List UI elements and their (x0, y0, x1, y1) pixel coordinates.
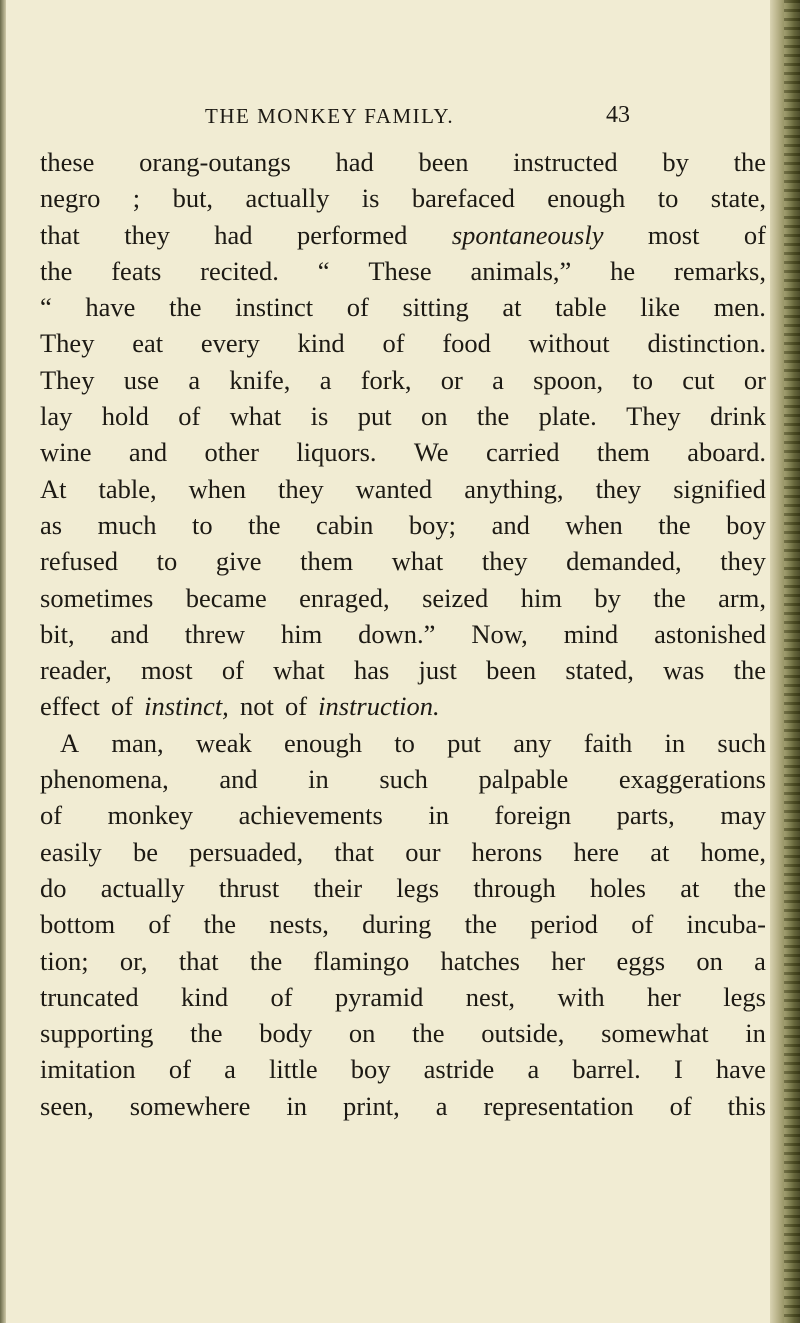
text-line (40, 398, 766, 434)
word: seized (422, 582, 489, 613)
word: of (743, 219, 766, 250)
word: the (203, 909, 237, 940)
word: animals,” (470, 255, 572, 286)
word: nest, (465, 981, 516, 1012)
word: and (491, 509, 530, 540)
word: They (40, 328, 95, 359)
word: in (664, 727, 686, 758)
text-line (40, 979, 766, 1015)
word: seen, (40, 1090, 94, 1121)
word: negro (40, 183, 101, 214)
word: on (421, 401, 448, 432)
word: such (717, 727, 766, 758)
text-line (40, 1088, 766, 1124)
word: or (743, 364, 766, 395)
word: a (435, 1090, 448, 1121)
text-line (40, 507, 766, 543)
word: sometimes (40, 582, 154, 613)
word: him (520, 582, 562, 613)
page-number: 43 (606, 102, 630, 128)
word: of (110, 691, 134, 722)
word: what (391, 546, 444, 577)
word: barefaced (411, 183, 515, 214)
word: wanted (355, 473, 433, 504)
word: lay (40, 401, 73, 432)
page-edge-shadow (784, 0, 800, 1323)
word: hold (101, 401, 149, 432)
word: put (357, 401, 392, 432)
word: persuaded, (189, 836, 304, 867)
word: they (481, 546, 528, 577)
word: like (640, 292, 681, 323)
word: when (188, 473, 247, 504)
text-line (40, 289, 766, 325)
word: that (334, 836, 375, 867)
word: down.” (358, 618, 436, 649)
word: and (219, 764, 258, 795)
word: through (473, 872, 556, 903)
word: reader, (40, 655, 112, 686)
word: this (727, 1090, 766, 1121)
word: remarks, (674, 255, 766, 286)
word: distinction. (647, 328, 766, 359)
word: their (313, 872, 363, 903)
word: somewhere (129, 1090, 251, 1121)
word: phenomena, (40, 764, 169, 795)
word: the (248, 509, 281, 540)
word: actually (100, 872, 185, 903)
word: men. (713, 292, 766, 323)
word: of (669, 1090, 692, 1121)
word: cut (682, 364, 715, 395)
word: the (412, 1018, 445, 1049)
word: a (527, 1054, 540, 1085)
word: herons (471, 836, 543, 867)
word: stated, (565, 655, 634, 686)
word: or (440, 364, 463, 395)
word: a (224, 1054, 236, 1085)
page-left-edge (0, 0, 6, 1323)
word: of (382, 328, 405, 359)
word: cabin (316, 509, 374, 540)
word: body (259, 1018, 313, 1049)
word: in (286, 1090, 308, 1121)
word: the (733, 872, 766, 903)
word: use (123, 364, 160, 395)
text-line (40, 870, 766, 906)
word: achievements (238, 800, 383, 831)
word: exaggerations (618, 764, 766, 795)
word: “ (317, 255, 330, 286)
word: at (502, 292, 522, 323)
word: of (631, 909, 654, 940)
word: that (40, 219, 80, 250)
word: At (40, 473, 67, 504)
word: they (720, 546, 766, 577)
word: been (418, 147, 469, 177)
text-line (40, 434, 766, 470)
word: carried (485, 437, 560, 468)
word: in (428, 800, 449, 831)
word: of (346, 292, 369, 323)
word: anything, (464, 473, 564, 504)
word: by (594, 582, 621, 613)
word: to (632, 364, 653, 395)
word: and (128, 437, 168, 468)
word: threw (184, 618, 246, 649)
word: faith (583, 727, 633, 758)
word: performed (297, 219, 408, 250)
text-line (40, 217, 766, 253)
word: of (178, 401, 201, 432)
word: aboard. (687, 437, 766, 468)
word: when (565, 509, 623, 540)
word: is (361, 183, 380, 214)
word: parts, (616, 800, 675, 831)
word: he (610, 255, 636, 286)
word: on (348, 1018, 376, 1049)
word: liquors. (296, 437, 377, 468)
word: them (300, 546, 354, 577)
word: to (394, 727, 415, 758)
word: knife, (229, 364, 291, 395)
word: by (662, 147, 689, 177)
word: flamingo (313, 945, 410, 976)
word: had (214, 219, 253, 250)
word: the (733, 655, 766, 686)
word: the (249, 945, 283, 976)
word: may (720, 800, 766, 831)
word: home, (700, 836, 766, 867)
text-line (40, 325, 766, 361)
word: kind (181, 981, 229, 1012)
word: be (132, 836, 158, 867)
word: is (310, 401, 329, 432)
text-line (40, 1015, 766, 1051)
page-header (0, 96, 770, 136)
word: here (573, 836, 620, 867)
word: in (745, 1018, 766, 1049)
word: any (513, 727, 552, 758)
word: the (464, 909, 497, 940)
word: of (270, 981, 293, 1012)
word: legs (396, 872, 440, 903)
word: thrust (218, 872, 280, 903)
word: do (40, 872, 67, 903)
text-line (40, 834, 766, 870)
word: little (269, 1054, 318, 1085)
word: arm, (718, 582, 766, 613)
text-line (40, 144, 766, 180)
word: “ (40, 292, 52, 323)
text-line (40, 616, 766, 652)
word: table, (98, 473, 157, 504)
text-line (40, 906, 766, 942)
word: the (169, 292, 202, 323)
word: have (85, 292, 136, 323)
word: these (40, 147, 95, 177)
word: Now, (471, 618, 528, 649)
word: drink (710, 401, 766, 432)
text-line (40, 580, 766, 616)
word: boy (350, 1054, 391, 1085)
text-line (40, 180, 766, 216)
word: have (715, 1054, 766, 1085)
body-text (40, 144, 766, 1124)
word: but, (172, 183, 214, 214)
word: period (530, 909, 598, 940)
word: fork, (360, 364, 412, 395)
word: not (239, 691, 274, 722)
word: of (284, 691, 308, 722)
text-line (40, 797, 766, 833)
text-line (40, 943, 766, 979)
word: They (626, 401, 681, 432)
text-line (40, 543, 766, 579)
running-head: THE MONKEY FAMILY. (205, 104, 455, 128)
text-line (40, 725, 766, 761)
word: demanded, (566, 546, 682, 577)
word: they (124, 219, 170, 250)
word: signified (673, 473, 766, 504)
word: had (335, 147, 374, 177)
word: such (379, 764, 428, 795)
word: the (190, 1018, 223, 1049)
word: barrel. (572, 1054, 641, 1085)
text-line (40, 761, 766, 797)
word: representation (483, 1090, 634, 1121)
word: that (178, 945, 219, 976)
word: enough (284, 727, 363, 758)
word: most (141, 655, 193, 686)
italic-word: spontaneously (451, 219, 604, 250)
word: holes (590, 872, 646, 903)
italic-word: instruction. (318, 691, 440, 722)
word: mind (563, 618, 619, 649)
word: hatches (440, 945, 520, 976)
word: We (413, 437, 449, 468)
word: of (148, 909, 171, 940)
text-line (40, 362, 766, 398)
word: boy; (408, 509, 457, 540)
word: pyramid (335, 981, 424, 1012)
word: monkey (107, 800, 194, 831)
word: the (733, 147, 766, 177)
word: effect (40, 691, 100, 722)
word: at (650, 836, 670, 867)
word: most (647, 219, 700, 250)
word: they (278, 473, 324, 504)
word: supporting (40, 1018, 154, 1049)
word: instinct (235, 292, 314, 323)
word: of (40, 800, 63, 831)
word: has (353, 655, 390, 686)
word: refused (40, 546, 118, 577)
text-line (40, 652, 766, 688)
word: every (200, 328, 260, 359)
word: the (40, 255, 73, 286)
word: her (646, 981, 681, 1012)
word: actually (245, 183, 330, 214)
word: without (528, 328, 610, 359)
word: truncated (40, 981, 139, 1012)
word: orang-outangs (139, 147, 291, 177)
word: what (273, 655, 325, 686)
word: during (362, 909, 432, 940)
word: much (97, 509, 157, 540)
word: enraged, (299, 582, 390, 613)
word: they (595, 473, 642, 504)
word: A (60, 727, 80, 758)
word: eggs (616, 945, 666, 976)
word: easily (40, 836, 102, 867)
word: print, (343, 1090, 400, 1121)
word: They (40, 364, 95, 395)
italic-word: instinct, (144, 691, 229, 722)
word: what (229, 401, 282, 432)
word: astonished (654, 618, 766, 649)
word: to (657, 183, 679, 214)
word: recited. (200, 255, 279, 286)
text-line (40, 471, 766, 507)
word: our (405, 836, 441, 867)
word: just (418, 655, 457, 686)
word: These (368, 255, 432, 286)
word: give (215, 546, 262, 577)
word: as (40, 509, 63, 540)
word: kind (297, 328, 345, 359)
word: feats (111, 255, 162, 286)
word: was (663, 655, 705, 686)
word: nests, (269, 909, 329, 940)
text-line (40, 1051, 766, 1087)
word: eat (132, 328, 164, 359)
word: a (754, 945, 766, 976)
word: palpable (478, 764, 569, 795)
word: and (110, 618, 149, 649)
word: wine (40, 437, 92, 468)
word: the (476, 401, 510, 432)
word: bottom (40, 909, 116, 940)
word: food (442, 328, 491, 359)
word: instructed (513, 147, 618, 177)
word: incuba- (686, 909, 766, 940)
text-line (40, 253, 766, 289)
word: man, (111, 727, 164, 758)
word: other (204, 437, 259, 468)
word: weak (195, 727, 252, 758)
word: sitting (402, 292, 469, 323)
word: a (492, 364, 504, 395)
word: boy (726, 509, 766, 540)
word: or, (119, 945, 148, 976)
word: outside, (481, 1018, 565, 1049)
word: somewhat (601, 1018, 709, 1049)
word: to (156, 546, 178, 577)
word: at (680, 872, 700, 903)
word: of (221, 655, 244, 686)
word: became (185, 582, 267, 613)
word: them (596, 437, 650, 468)
word: on (696, 945, 723, 976)
word: in (308, 764, 329, 795)
word: astride (423, 1054, 495, 1085)
word: him (280, 618, 323, 649)
word: foreign (494, 800, 572, 831)
word: a (188, 364, 201, 395)
word: to (191, 509, 213, 540)
word: her (551, 945, 586, 976)
word: I (673, 1054, 683, 1085)
word: imitation (40, 1054, 136, 1085)
word: state, (710, 183, 766, 214)
word: tion; (40, 945, 89, 976)
word: been (486, 655, 537, 686)
word: bit, (40, 618, 75, 649)
word: legs (723, 981, 766, 1012)
word: put (447, 727, 481, 758)
word: of (168, 1054, 191, 1085)
word: ; (132, 183, 141, 214)
word: spoon, (533, 364, 604, 395)
word: enough (547, 183, 626, 214)
word: table (555, 292, 607, 323)
word: the (653, 582, 686, 613)
word: plate. (538, 401, 597, 432)
text-line (40, 688, 766, 724)
word: with (557, 981, 605, 1012)
word: the (658, 509, 691, 540)
word: a (319, 364, 332, 395)
